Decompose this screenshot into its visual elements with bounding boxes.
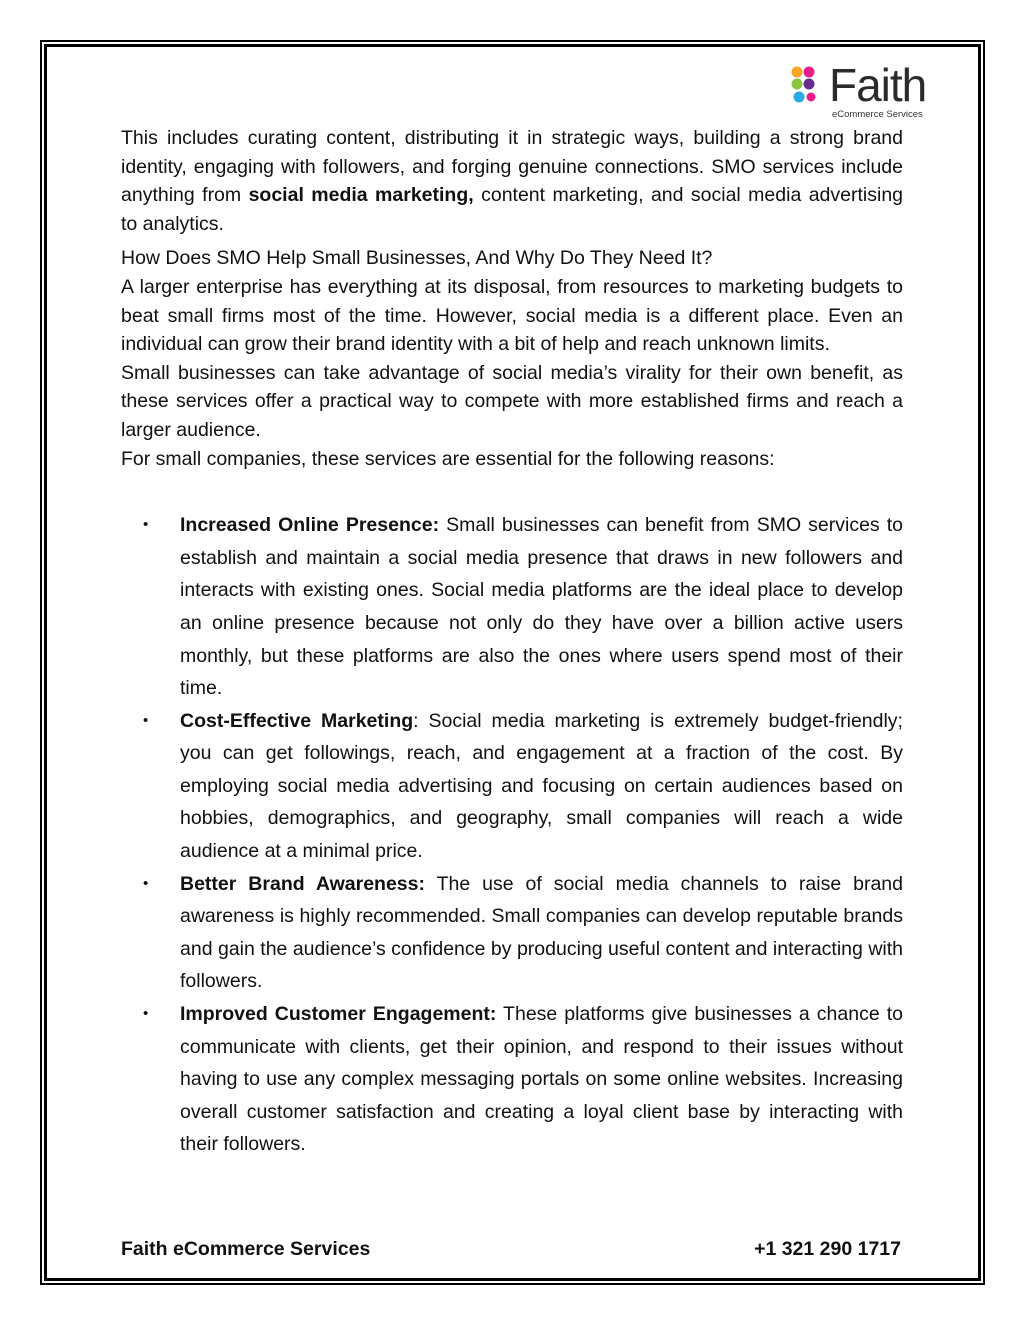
intro-text-2: content marketing, and social media advertising to analytics.	[121, 184, 904, 235]
reason-title: Increased Online Presence:	[180, 514, 440, 537]
bullet-icon: •	[143, 711, 149, 729]
reason-title: Improved Customer Engagement:	[180, 1003, 497, 1026]
reason-title: Cost-Effective Marketing	[180, 709, 414, 732]
logo-tagline: eCommerce Services	[832, 109, 923, 120]
reason-text: : Social media marketing is extremely budget-friendly; you can get followings, reach, and engagement at a fraction of the cost. By employing social media advertising and focusing on certain audiences based on hobbies, demographics, and geography, small companies will reach a wide audience at a minimal price.	[180, 709, 903, 863]
intro-text-1: This includes curating content, distributing it in strategic ways, building a strong brand identity, engaging with followers, and forging genuine connections. SMO services include anything from	[121, 127, 903, 207]
section-heading: How Does SMO Help Small Businesses, And Why Do They Need It?	[121, 247, 713, 270]
petal-mark-icon	[789, 64, 825, 110]
bullet-icon: •	[143, 874, 149, 892]
reason-text: The use of social media channels to raise brand awareness is highly recommended. Small companies can develop reputable brands and gain the audience’s confidence by producing useful content and interacting with followers.	[180, 872, 903, 993]
bullet-icon: •	[143, 1005, 149, 1023]
list-item	[121, 868, 903, 998]
list-item	[121, 998, 903, 1161]
bullet-icon: •	[143, 516, 149, 534]
document-body	[121, 124, 903, 1161]
footer-phone: +1 321 290 1717	[754, 1238, 901, 1260]
paragraph-reasons-intro: For small companies, these services are essential for the following reasons:	[121, 447, 775, 470]
reason-title: Better Brand Awareness:	[180, 872, 425, 895]
logo-wordmark: Faith	[829, 59, 927, 111]
reasons-list	[121, 509, 903, 1161]
reason-text: Small businesses can benefit from SMO services to establish and maintain a social media presence that draws in new followers and interacts with existing ones. Social media platforms are the ideal place to develop an online presence because not only do they have over a billion active users monthly, but these platforms are also the ones where users spend most of their time.	[180, 514, 903, 700]
list-item	[121, 509, 903, 705]
paragraph-small-businesses: Small businesses can take advantage of social media’s virality for their own benefit, as these services offer a practical way to compete with more established firms and reach a larger audience.	[121, 361, 903, 441]
reason-text: These platforms give businesses a chance to communicate with clients, get their opinion, and respond to their issues without having to use any complex messaging portals on some online websites. Increasing overall customer satisfaction and creating a loyal client base by interacting with their followers.	[180, 1003, 903, 1156]
intro-paragraph	[121, 124, 903, 238]
footer-company: Faith eCommerce Services	[121, 1238, 371, 1260]
intro-link-text: social media marketing,	[248, 184, 474, 207]
faith-logo	[789, 59, 939, 120]
page-footer	[121, 1238, 901, 1266]
paragraph-enterprise: A larger enterprise has everything at its disposal, from resources to marketing budgets to beat small firms most of the time. However, social media is a different place. Even an individual can grow their brand identity with a bit of help and reach unknown limits.	[121, 275, 903, 356]
list-item	[121, 705, 903, 868]
